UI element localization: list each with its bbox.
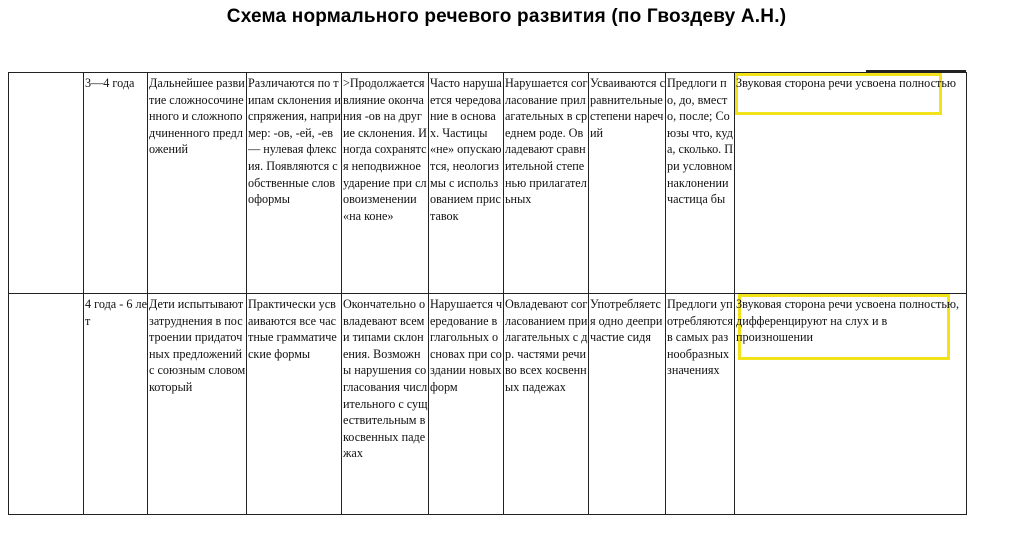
row-header-cell [9,294,84,515]
adjective-agreement-cell: Овладевают согласованием прилагательных с др. частями речи во всех косвенных падежах [504,294,589,515]
sound-side-text: Звуковая сторона речи усвоена полностью, дифференцируют на слух и в произношении [736,297,960,345]
prepositions-cell: Предлоги употребляются в самых разнообразных значениях [666,294,735,515]
table-row [9,294,967,515]
syntax-cell: Дальнейшее развитие сложносочиненного и сложноподчиненного предложений [148,73,247,294]
speech-development-table [8,72,967,515]
grammar-forms-cell: Практически усваиваются все частные грамматические формы [247,294,342,515]
table-row [9,73,967,294]
declension-cell: Окончательно овладевают всеми типами склонения. Возможны нарушения согласования числительного с существительным в косвенных падежах [342,294,429,515]
sound-side-cell [735,294,967,515]
grammar-forms-cell: Различаются по типам склонения и спряжения, например: -ов, -ей, -ев — нулевая флексия. Появляются собственные словоформы [247,73,342,294]
sound-side-text: Звуковая сторона речи усвоена полностью [736,76,956,90]
age-cell: 3—4 года [84,73,148,294]
syntax-cell: Дети испытывают затруднения в построении придаточных предложений с союзным словом который [148,294,247,515]
prepositions-cell: Предлоги по, до, вместо, после; Союзы что, куда, сколько. При условном наклонении частица бы [666,73,735,294]
adverb-cell: Усваиваются сравнительные степени наречий [589,73,666,294]
row-header-cell [9,73,84,294]
adjective-agreement-cell: Нарушается согласование прилагательных в среднем роде. Овладевают сравнительной степенью прилагательных [504,73,589,294]
age-cell: 4 года - 6 лет [84,294,148,515]
page-title: Схема нормального речевого развития (по Гвоздеву А.Н.) [226,6,787,27]
declension-cell: >Продолжается влияние окончания -ов на другие склонения. Иногда сохранятся неподвижное ударение при словоизменении «на коне» [342,73,429,294]
alternation-cell: Часто нарушается чередование в основах. Частицы «не» опускаются, неологизмы с использованием приставок [429,73,504,294]
sound-side-cell [735,73,967,294]
alternation-cell: Нарушается чередование в глагольных основах при создании новых форм [429,294,504,515]
adverb-cell: Употребляется одно деепричастие сидя [589,294,666,515]
